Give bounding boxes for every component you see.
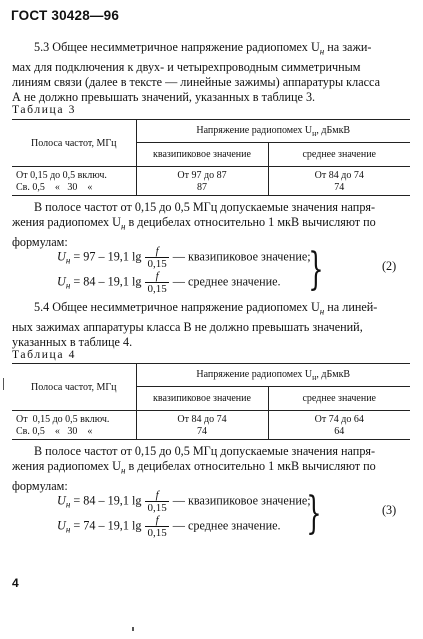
paragraph-text-tail: на зажи- [324, 40, 372, 54]
table-cell-quasi-peak: От 84 до 74 74 [136, 411, 268, 440]
table-header-frequency: Полоса частот, МГц [12, 364, 136, 411]
paragraph-after-table-4: В полосе частот от 0,15 до 0,5 МГц допускаемые значения напря- жения радиопомех $U_н$ в децибелах относительно 1 мкВ вычисляют по формулам: [12, 444, 376, 493]
scan-speck [132, 627, 134, 631]
section-number: 5.3 [34, 40, 50, 54]
paragraph-text: Общее несимметричное напряжение радиопомех U [52, 40, 320, 54]
table-4 [12, 363, 410, 440]
formula-2-line-2: $U_н = 84 - 19,1$ lg $\frac{f}{0,15}$ — среднее значение. [57, 270, 281, 295]
formula-2-line-1: $U_н = 97 - 19,1$ lg $\frac{f}{0,15}$ — квазипиковое значение; [57, 245, 311, 270]
paragraph-5-3 [12, 40, 412, 105]
table-cell-frequency: От 0,15 до 0,5 включ. Св. 0,5 « 30 « [12, 411, 136, 440]
table-cell-average: От 74 до 64 64 [268, 411, 410, 440]
paragraph-5-4: 5.4 Общее несимметричное напряжение радиопомех $U_н$ на линей- ных зажимах аппаратуры класса В не должно превышать значений, указанных в таблице 4. [12, 300, 378, 349]
paragraph-line: линиям связи (далее в тексте — линейные зажимы) аппаратуры класса [12, 74, 380, 89]
table-header-voltage: Напряжение радиопомех $U_н$, дБмкВ [136, 120, 410, 143]
table-cell-average: От 84 до 74 74 [268, 167, 410, 196]
table-header-average: среднее значение [268, 143, 410, 167]
subscript: н [319, 46, 325, 57]
table-header-quasi-peak: квазипиковое значение [136, 387, 268, 411]
table-3 [12, 119, 410, 196]
paragraph-line: мах для подключения к двух- и четырехпроводным симметричным [12, 59, 361, 74]
document-header: ГОСТ 30428—96 [11, 8, 120, 23]
table-header-voltage: Напряжение радиопомех $U_н$, дБмкВ [136, 364, 410, 387]
paragraph-after-table-3: В полосе частот от 0,15 до 0,5 МГц допускаемые значения напря- жения радиопомех $U_н$ в децибелах относительно 1 мкВ вычисляют по формулам: [12, 200, 376, 249]
paragraph-line: А не должно превышать значений, указанных в таблице 3. [12, 90, 316, 105]
table-header-average: среднее значение [268, 387, 410, 411]
formula-2-number: (2) [382, 259, 397, 273]
table-3-caption: Таблица 3 [12, 103, 76, 116]
page-number: 4 [12, 576, 19, 590]
margin-mark [3, 378, 4, 390]
table-header-frequency: Полоса частот, МГц [12, 120, 136, 167]
table-4-caption: Таблица 4 [12, 348, 76, 361]
formula-3-brace: } [306, 488, 322, 539]
table-header-quasi-peak: квазипиковое значение [136, 143, 268, 167]
formula-2-brace: } [308, 244, 324, 295]
table-cell-quasi-peak: От 97 до 87 87 [136, 167, 268, 196]
table-cell-frequency: От 0,15 до 0,5 включ. Св. 0,5 « 30 « [12, 167, 136, 196]
formula-3-number: (3) [382, 503, 397, 517]
formula-3-line-2: $U_н = 74 - 19,1$ lg $\frac{f}{0,15}$ — среднее значение. [57, 514, 281, 539]
formula-3-line-1: $U_н = 84 - 19,1$ lg $\frac{f}{0,15}$ — квазипиковое значение; [57, 489, 311, 514]
